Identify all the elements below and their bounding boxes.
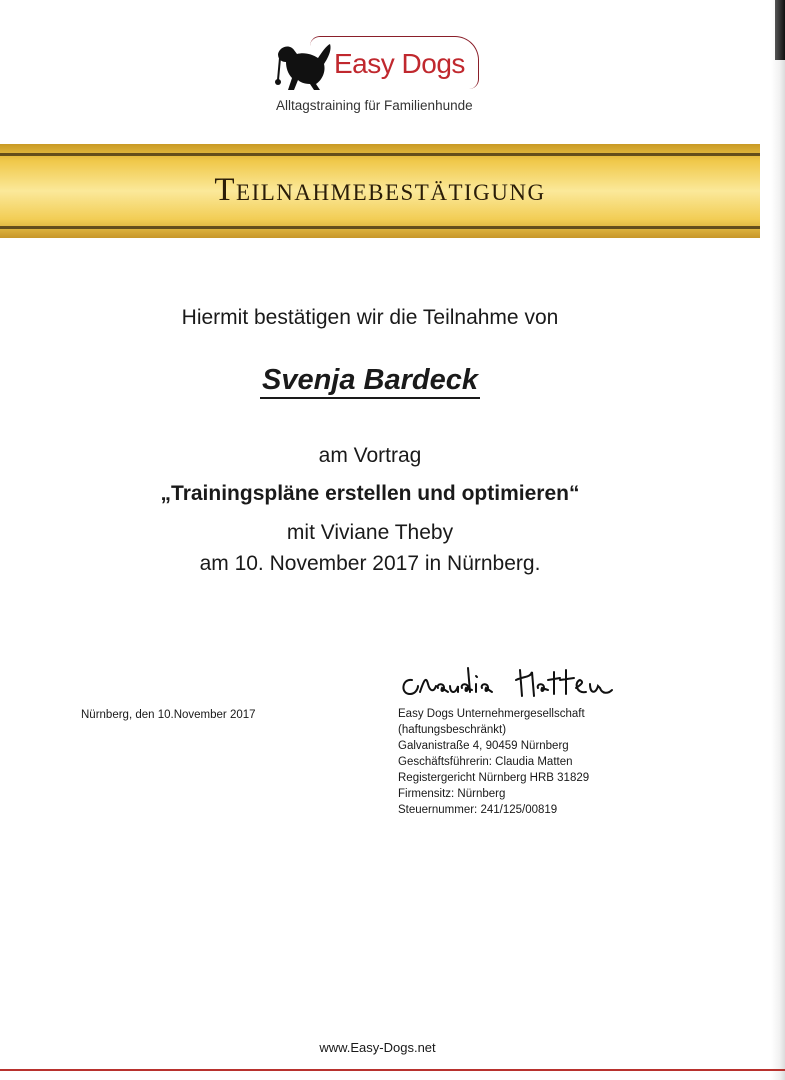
banner-stripe bbox=[0, 226, 760, 229]
brand-tagline: Alltagstraining für Familienhunde bbox=[276, 98, 473, 113]
easy-dogs-logo bbox=[270, 36, 485, 116]
document-title: Teilnahmebestätigung bbox=[214, 172, 546, 208]
issue-date: Nürnberg, den 10.November 2017 bbox=[81, 709, 256, 721]
bottom-rule bbox=[0, 1069, 785, 1071]
company-line: Galvanistraße 4, 90459 Nürnberg bbox=[398, 740, 569, 752]
company-line: Registergericht Nürnberg HRB 31829 bbox=[398, 772, 590, 784]
company-line: Geschäftsführerin: Claudia Matten bbox=[398, 756, 573, 768]
scan-edge bbox=[771, 0, 785, 1080]
event-label: am Vortrag bbox=[318, 444, 422, 467]
company-line: (haftungsbeschränkt) bbox=[398, 724, 507, 736]
brand-name: Easy Dogs bbox=[334, 48, 465, 79]
scan-edge-shadow bbox=[775, 0, 785, 60]
company-line: Firmensitz: Nürnberg bbox=[398, 788, 506, 800]
dog-silhouette-icon bbox=[270, 40, 334, 92]
title-banner bbox=[0, 144, 760, 238]
event-title: „Trainingspläne erstellen und optimieren“ bbox=[160, 482, 580, 505]
company-line: Easy Dogs Unternehmergesellschaft bbox=[398, 708, 585, 720]
date-place-line: am 10. November 2017 in Nürnberg. bbox=[199, 552, 541, 575]
intro-text: Hiermit bestätigen wir die Teilnahme von bbox=[181, 306, 559, 329]
participant-name bbox=[0, 364, 740, 397]
website-link[interactable]: www.Easy-Dogs.net bbox=[319, 1040, 436, 1055]
speaker-line: mit Viviane Theby bbox=[286, 521, 454, 544]
company-line: Steuernummer: 241/125/00819 bbox=[398, 804, 558, 816]
handwritten-signature bbox=[398, 658, 623, 706]
banner-stripe bbox=[0, 153, 760, 156]
company-info bbox=[398, 706, 589, 818]
participant-name-text: Svenja Bardeck bbox=[260, 364, 480, 399]
